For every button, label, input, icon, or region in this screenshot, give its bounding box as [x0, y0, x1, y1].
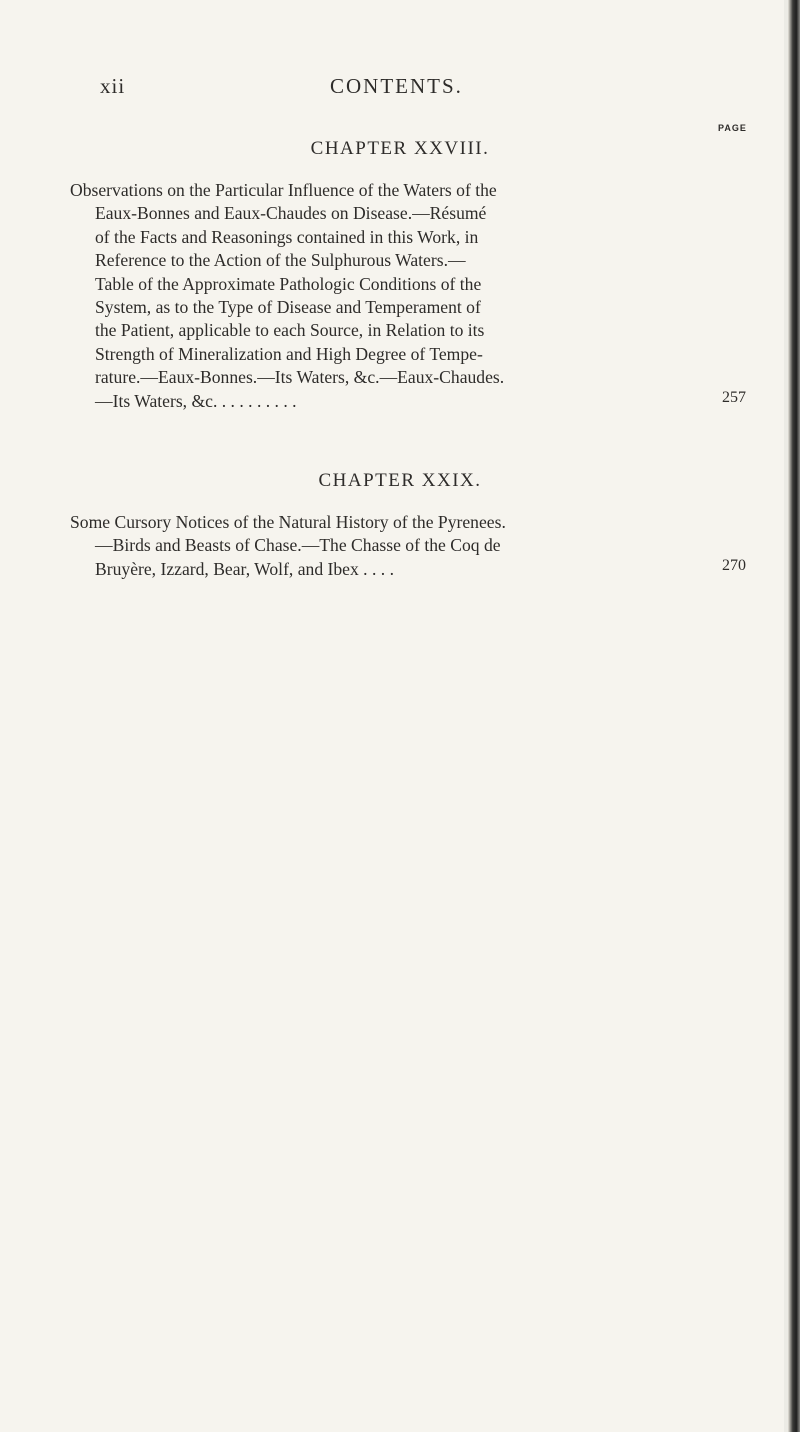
chapter-xxviii-summary [70, 179, 750, 413]
book-binding-edge [788, 0, 800, 1432]
chapter-heading-xxviii: CHAPTER XXVIII. [310, 138, 490, 159]
summary-line: Strength of Mineralization and High Degree of Tempe- [95, 343, 483, 364]
summary-line: Table of the Approximate Pathologic Conditions of the [95, 273, 482, 294]
page-column-label: PAGE [718, 123, 747, 133]
summary-line: the Patient, applicable to each Source, in Relation to its [95, 320, 485, 341]
page-folio: xii [100, 74, 126, 98]
chapter-xxix-page-number: 270 [722, 557, 746, 574]
chapter-xxviii-page-number: 257 [722, 389, 746, 406]
running-head [100, 74, 740, 104]
summary-line: of the Facts and Reasonings contained in this Work, in [95, 226, 479, 247]
chapter-heading-xxix: CHAPTER XXIX. [318, 470, 482, 491]
summary-line: Reference to the Action of the Sulphurous Waters.— [95, 250, 466, 271]
chapter-xxix-summary [70, 511, 750, 581]
summary-line: —Its Waters, &c. . . . . . . . . . [95, 390, 297, 411]
summary-line: System, as to the Type of Disease and Temperament of [95, 296, 481, 317]
running-head-title: CONTENTS. [330, 74, 463, 98]
summary-line: Bruyère, Izzard, Bear, Wolf, and Ibex . . . . [95, 558, 394, 579]
summary-line: Eaux-Bonnes and Eaux-Chaudes on Disease.—Résumé [95, 203, 487, 224]
summary-line: rature.—Eaux-Bonnes.—Its Waters, &c.—Eaux-Chaudes. [95, 367, 505, 388]
summary-line: —Birds and Beasts of Chase.—The Chasse of the Coq de [95, 535, 501, 556]
summary-line: Observations on the Particular Influence of the Waters of the [70, 180, 497, 200]
summary-line: Some Cursory Notices of the Natural History of the Pyrenees. [70, 512, 506, 532]
